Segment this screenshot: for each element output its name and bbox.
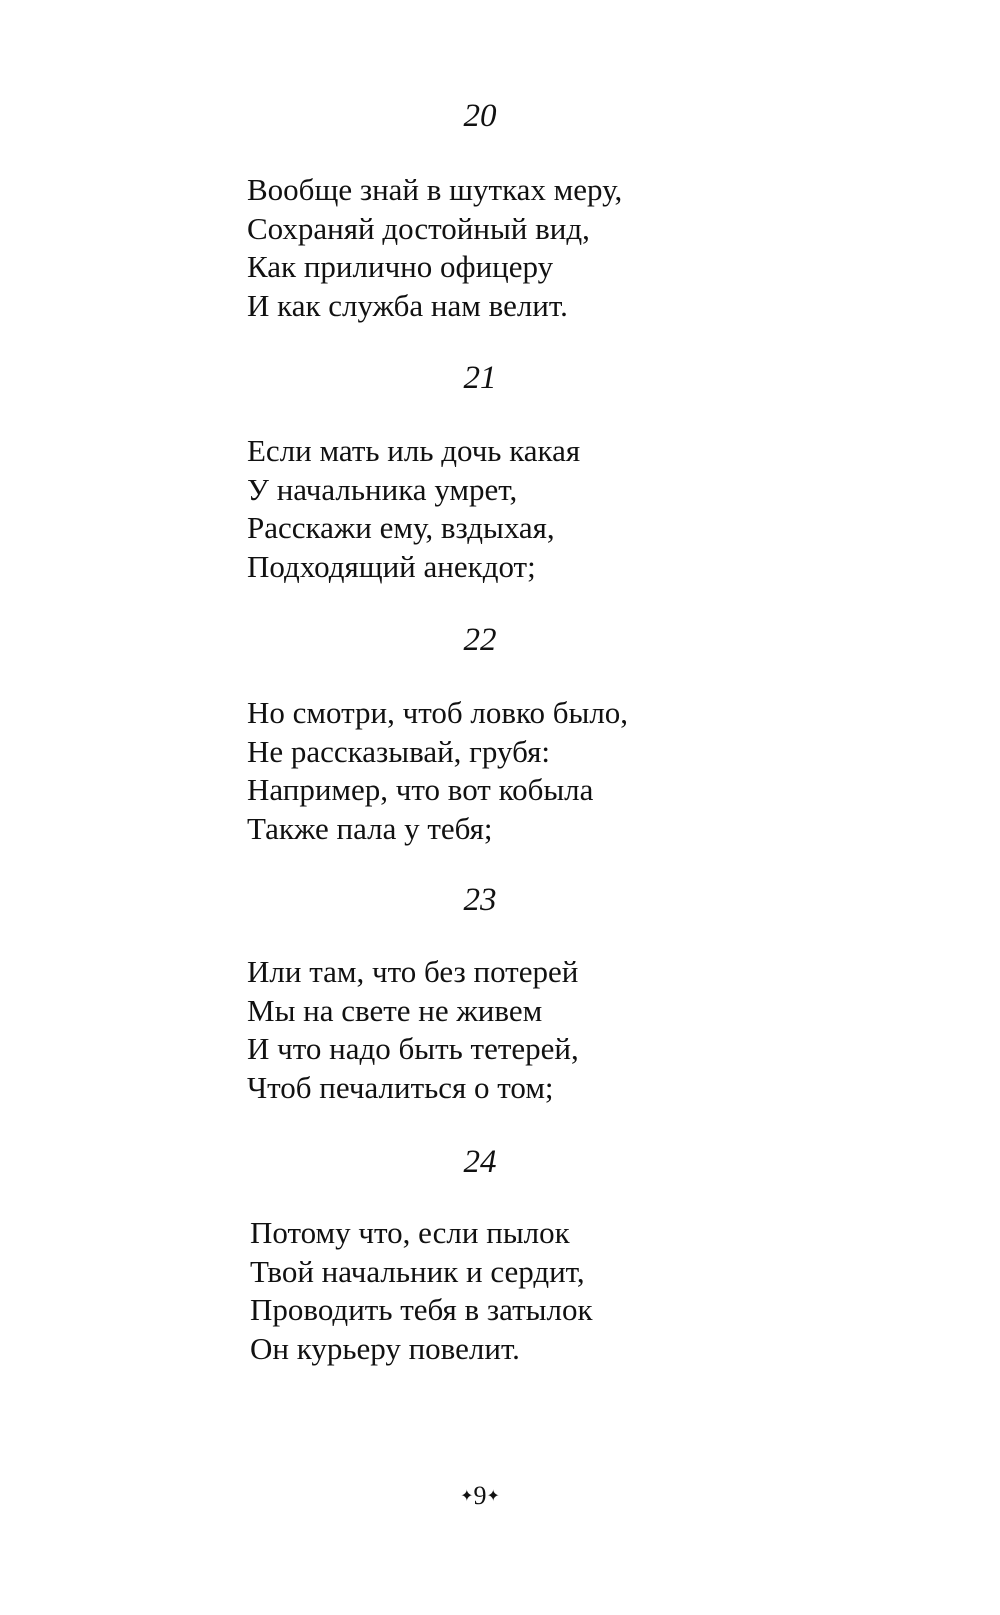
verse-line: Расскажи ему, вздыхая, (247, 510, 555, 545)
stanza (247, 171, 622, 325)
verse-line: Твой начальник и сердит, (250, 1253, 585, 1289)
verse-line: И что надо быть тетерей, (247, 1031, 579, 1066)
verse-line: Или там, что без потерей (247, 954, 579, 989)
stanza-number: 20 (463, 98, 497, 134)
stanza (247, 694, 628, 848)
page-number: 9 (473, 1481, 487, 1510)
verse-line: Но смотри, чтоб ловко было, (247, 695, 629, 730)
stanza (247, 953, 579, 1107)
verse-line: И как служба нам велит. (247, 287, 568, 323)
four-point-star-icon: ✦ (486, 1488, 500, 1505)
stanza-number: 23 (463, 882, 497, 918)
stanza-number: 21 (463, 360, 497, 396)
verse-line: Сохраняй достойный вид, (247, 210, 590, 246)
verse-line: Мы на свете не живем (247, 992, 543, 1028)
stanza (247, 432, 580, 586)
verse-line: Подходящий анекдот; (247, 548, 536, 584)
verse-line: Потому что, если пылок (250, 1215, 570, 1250)
four-point-star-icon: ✦ (460, 1488, 474, 1505)
verse-line: Например, что вот кобыла (247, 772, 594, 807)
verse-line: Не рассказывай, грубя: (247, 733, 550, 769)
page-footer (0, 1480, 960, 1513)
verse-line: Он курьеру повелит. (250, 1330, 520, 1366)
verse-line: У начальника умрет, (247, 471, 518, 507)
stanza-number: 22 (463, 622, 497, 658)
stanza (250, 1214, 593, 1368)
verse-line: Если мать иль дочь какая (247, 433, 581, 468)
verse-line: Проводить тебя в затылок (250, 1292, 593, 1327)
verse-line: Также пала у тебя; (247, 810, 493, 846)
verse-line: Как прилично офицеру (247, 249, 554, 284)
verse-line: Чтоб печалиться о том; (247, 1069, 554, 1105)
verse-line: Вообще знай в шутках меру, (247, 172, 623, 207)
stanza-number: 24 (463, 1144, 497, 1180)
